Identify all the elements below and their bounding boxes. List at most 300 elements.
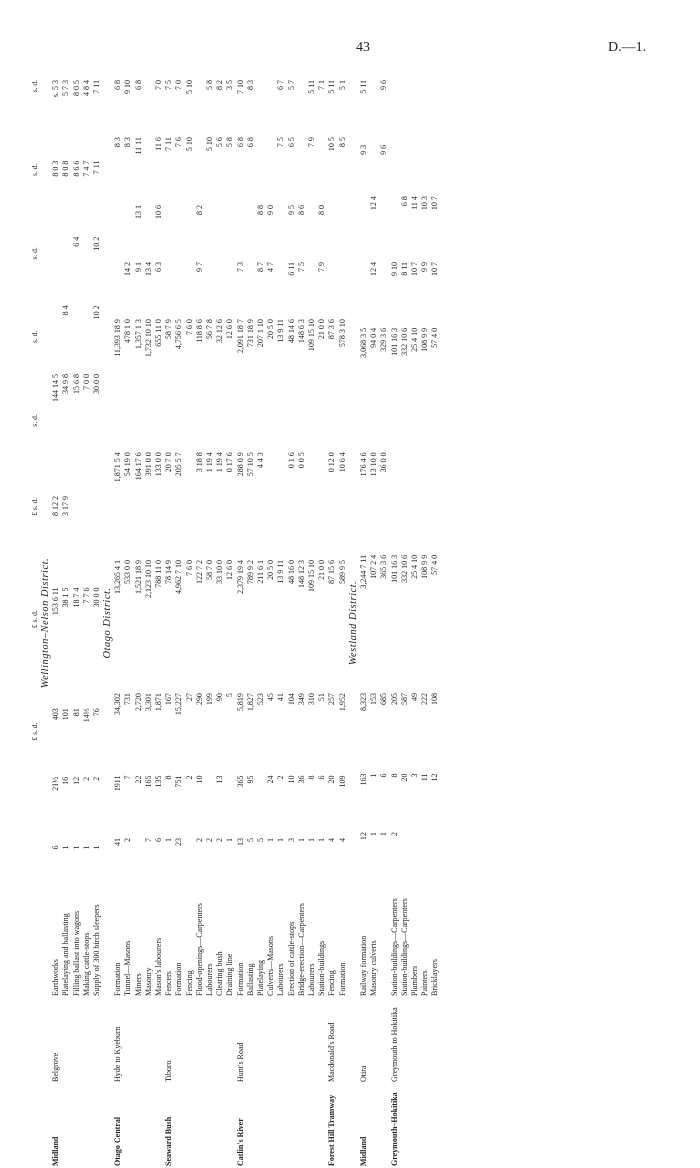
work-cell: Supply of 300 birch sleepers: [92, 904, 102, 996]
value-cell: 731: [123, 693, 133, 706]
value-cell: [297, 78, 307, 135]
value-cell: 4 4 3: [256, 452, 266, 469]
section-cell: [410, 998, 420, 1084]
value-cell: 14 2: [123, 262, 133, 277]
value-cell: [164, 260, 174, 317]
value-cell: 81: [71, 708, 81, 717]
table-row: [379, 78, 389, 1168]
value-cell: 3: [286, 837, 296, 842]
value-cell: [400, 450, 410, 553]
value-cell: 20 7 0: [164, 452, 174, 473]
value-cell: 108: [430, 692, 440, 705]
value-cell: 107 2 4: [369, 554, 379, 579]
value-cell: 10 3: [420, 196, 430, 211]
table-row: [195, 78, 205, 1168]
line-cell: [307, 1084, 317, 1168]
value-cell: 8 12 2: [51, 495, 61, 516]
section-cell: [338, 998, 348, 1084]
table-row: [246, 78, 256, 1168]
value-cell: 48 16 0: [286, 559, 296, 584]
value-cell: [174, 203, 184, 260]
value-cell: 13 1: [133, 205, 143, 219]
value-cell: [61, 235, 71, 304]
value-cell: [317, 450, 327, 558]
work-cell: Station-buildings: [317, 940, 327, 996]
section-cell: [287, 998, 297, 1084]
value-cell: 27: [184, 693, 194, 702]
value-cell: 8 2: [215, 80, 225, 90]
section-cell: [92, 998, 102, 1084]
work-cell: Labourers: [205, 963, 215, 996]
value-cell: [379, 194, 389, 260]
value-cell: 33 10 0: [215, 559, 225, 584]
value-cell: [307, 203, 317, 260]
value-cell: 365 3 6: [379, 554, 389, 579]
value-cell: 7 6: [174, 137, 184, 148]
line-cell: [297, 1084, 307, 1168]
work-cell: Painters: [420, 970, 430, 996]
line-cell: Forest Hill Tramway: [327, 1094, 337, 1166]
value-cell: 25 4 10: [409, 554, 419, 579]
value-cell: 7 6 0: [184, 559, 194, 576]
value-cell: 7 3: [235, 262, 245, 273]
value-cell: [400, 143, 410, 194]
line-cell: [195, 1084, 205, 1168]
value-cell: 1,952: [337, 693, 347, 712]
table-row: [287, 78, 297, 1168]
value-cell: 7 9: [307, 137, 317, 148]
value-cell: 5 10: [184, 80, 194, 94]
value-cell: 6 5: [286, 137, 296, 148]
value-cell: 20 5 0: [266, 559, 276, 580]
work-cell: Draining line: [225, 953, 235, 996]
value-cell: [430, 830, 440, 874]
table-row: [205, 78, 215, 1168]
value-cell: 1,827: [245, 693, 255, 712]
value-cell: 2: [215, 837, 225, 842]
value-cell: 207 1 10: [256, 319, 266, 348]
work-cell: Station-buildings—Carpenters: [389, 898, 399, 996]
value-cell: 87 15 6: [327, 559, 337, 584]
work-cell: Fencers: [164, 971, 174, 996]
value-cell: 7 0: [174, 80, 184, 90]
value-cell: 153 6 11: [51, 587, 61, 616]
value-cell: [256, 78, 266, 135]
value-cell: 5: [245, 837, 255, 842]
value-cell: 7 11: [92, 80, 102, 94]
value-cell: 6 8: [245, 137, 255, 148]
line-cell: [215, 1084, 225, 1168]
units-header-cell: [30, 1084, 40, 1168]
section-cell: [266, 998, 276, 1084]
value-cell: [215, 203, 225, 260]
work-cell: Formation: [337, 962, 347, 996]
work-cell: Fencing: [184, 970, 194, 996]
value-cell: 36 0 0: [379, 452, 389, 473]
value-cell: [276, 203, 286, 260]
section-cell: [420, 998, 430, 1084]
value-cell: 9 5: [286, 205, 296, 215]
value-cell: 15,227: [174, 693, 184, 716]
value-cell: 8 6: [296, 205, 306, 215]
value-cell: [390, 194, 400, 260]
value-cell: 751: [174, 775, 184, 788]
value-cell: 5 7: [286, 80, 296, 90]
value-cell: 685: [379, 692, 389, 705]
section-cell: Hunt's Road: [235, 1042, 245, 1082]
value-cell: 2,720: [133, 693, 143, 712]
table-row: [359, 78, 369, 1168]
value-cell: 8 7: [256, 262, 266, 273]
work-cell: Tunnel—Masons: [123, 940, 133, 996]
section-cell: [144, 998, 154, 1084]
value-cell: 12 6 0: [225, 559, 235, 580]
line-cell: [410, 1084, 420, 1168]
line-cell: [205, 1084, 215, 1168]
value-cell: 13 10 0: [369, 452, 379, 477]
section-cell: [297, 998, 307, 1084]
line-cell: [287, 1084, 297, 1168]
value-cell: 4 8 4: [81, 80, 91, 96]
value-cell: 8 11: [399, 262, 409, 276]
value-cell: 8 0: [317, 205, 327, 215]
value-cell: 34,302: [113, 693, 123, 716]
value-cell: 2: [184, 775, 194, 780]
value-cell: 3 5: [225, 80, 235, 90]
section-cell: [174, 998, 184, 1084]
value-cell: [410, 143, 420, 194]
value-cell: 122 7 2: [194, 559, 204, 584]
value-cell: 8 0 5: [71, 80, 81, 96]
value-cell: s. 5 3: [51, 80, 61, 98]
section-cell: [400, 998, 410, 1084]
value-cell: 788 11 0: [154, 559, 164, 588]
value-cell: 144 14 5: [51, 374, 61, 403]
value-cell: [410, 78, 420, 143]
work-cell: Masonry: [143, 967, 153, 996]
value-cell: 10 2: [92, 305, 102, 320]
value-cell: 21½: [51, 776, 61, 791]
value-cell: 1: [379, 832, 389, 837]
value-cell: 58 7 9: [164, 319, 174, 340]
work-cell: Mason's labourers: [154, 937, 164, 996]
table-row: [164, 78, 174, 1168]
value-cell: [185, 203, 195, 260]
value-cell: 6 4: [71, 236, 81, 247]
work-cell: Flood-openings—Carpenters: [194, 903, 204, 996]
value-cell: 10 5: [327, 137, 337, 152]
value-cell: 310: [307, 693, 317, 706]
value-cell: 222: [420, 692, 430, 705]
work-cell: Earthworks: [51, 959, 61, 996]
value-cell: [113, 203, 123, 260]
value-cell: 9 10: [123, 80, 133, 94]
value-cell: 101 16 3: [389, 554, 399, 583]
value-cell: 332 10 6: [399, 554, 409, 583]
value-cell: 6 7: [276, 80, 286, 90]
table-row: [72, 78, 82, 1168]
line-cell: [317, 1084, 327, 1168]
value-cell: 1: [296, 837, 306, 842]
value-cell: 78 14 9: [164, 559, 174, 584]
value-cell: 1,521 18 9: [133, 559, 143, 594]
value-cell: [390, 143, 400, 194]
work-cell: Platelaying: [256, 960, 266, 996]
value-cell: 2: [92, 776, 102, 781]
value-cell: 176 4 6: [358, 452, 368, 477]
value-cell: 10 6: [154, 205, 164, 219]
value-cell: 148 6 3: [296, 319, 306, 344]
value-cell: 5 10: [205, 137, 215, 152]
value-cell: 20: [399, 773, 409, 782]
value-cell: 1: [92, 845, 102, 850]
value-cell: 0 0 5: [296, 452, 306, 469]
value-cell: 1: [164, 837, 174, 842]
district-table: [113, 78, 348, 1168]
value-cell: 6 8: [399, 196, 409, 207]
value-cell: 11 4: [409, 196, 419, 210]
value-cell: 8,323: [358, 692, 368, 711]
value-cell: 13: [215, 775, 225, 784]
value-cell: [185, 450, 195, 558]
value-cell: 108 9 9: [420, 554, 430, 579]
value-cell: 148 12 3: [296, 559, 306, 588]
table-row: [256, 78, 266, 1168]
line-cell: [144, 1084, 154, 1168]
value-cell: 10 6 4: [337, 452, 347, 473]
value-cell: 8 5: [337, 137, 347, 148]
value-cell: 2: [81, 776, 91, 781]
units-header-cell: s. d.: [30, 414, 39, 427]
district-heading: Otago District.: [102, 587, 114, 659]
value-cell: 11 6: [154, 137, 164, 151]
line-cell: [400, 1084, 410, 1168]
value-cell: 8 4: [61, 305, 71, 316]
units-header-cell: s. d.: [30, 80, 39, 93]
value-cell: 57 4 0: [430, 554, 440, 575]
value-cell: 10 7: [430, 262, 440, 277]
section-cell: Otira: [358, 1065, 368, 1082]
table-row: [410, 78, 420, 1168]
value-cell: [225, 260, 235, 317]
value-cell: 57 4 0: [430, 327, 440, 348]
table-row: [400, 78, 410, 1168]
section-cell: [369, 998, 379, 1084]
value-cell: 41: [113, 837, 123, 846]
value-cell: 5 6: [215, 137, 225, 148]
value-cell: 7 4 7: [81, 160, 91, 177]
value-cell: 4: [337, 837, 347, 842]
value-cell: 2,091 18 7: [235, 319, 245, 354]
units-header: [30, 78, 40, 1168]
section-cell: [256, 998, 266, 1084]
value-cell: 101 16 3: [389, 327, 399, 356]
line-cell: [174, 1084, 184, 1168]
value-cell: 104: [286, 693, 296, 706]
section-cell: [154, 998, 164, 1084]
value-cell: [276, 450, 286, 558]
value-cell: 731 18 9: [245, 319, 255, 348]
district-heading: Wellington–Nelson District.: [40, 557, 52, 689]
work-cell: Fencing: [327, 970, 337, 996]
value-cell: 12: [430, 773, 440, 782]
value-cell: 199: [205, 693, 215, 706]
rotated-wages-table: [30, 78, 670, 1168]
line-cell: Catlin's River: [235, 1118, 245, 1166]
value-cell: 1,732 10 10: [143, 319, 153, 358]
table-row: [390, 78, 400, 1168]
value-cell: 403: [51, 708, 61, 721]
value-cell: [92, 494, 102, 585]
value-cell: [410, 830, 420, 874]
table-row: [266, 78, 276, 1168]
value-cell: 9 10: [389, 262, 399, 277]
value-cell: 1: [317, 837, 327, 842]
value-cell: 205 5 7: [174, 452, 184, 477]
value-cell: 135: [154, 775, 164, 788]
value-cell: 12: [71, 776, 81, 785]
value-cell: [174, 260, 184, 317]
value-cell: 12 6 0: [225, 319, 235, 340]
units-header-cell: s. d.: [30, 247, 39, 260]
line-cell: [154, 1084, 164, 1168]
table-row: [215, 78, 225, 1168]
value-cell: [246, 260, 256, 317]
value-cell: [144, 78, 154, 135]
value-cell: 533 0 0: [123, 559, 133, 584]
line-cell: Greymouth–Hokitika: [389, 1092, 399, 1166]
value-cell: 5 11: [327, 80, 337, 94]
line-cell: [82, 1084, 92, 1168]
value-cell: [51, 235, 61, 304]
units-header-cell: £ s. d.: [30, 610, 39, 629]
district-table: [51, 78, 102, 1168]
value-cell: 2,379 19 4: [235, 559, 245, 594]
value-cell: [215, 260, 225, 317]
table-row: [134, 78, 144, 1168]
table-row: [92, 78, 102, 1168]
value-cell: 6: [379, 773, 389, 778]
value-cell: 163: [358, 773, 368, 786]
work-cell: Formation: [174, 962, 184, 996]
value-cell: 6: [317, 775, 327, 780]
value-cell: 109 15 10: [307, 319, 317, 352]
table-row: [123, 78, 133, 1168]
value-cell: 0 12 0: [327, 452, 337, 473]
value-cell: 45: [266, 693, 276, 702]
value-cell: [51, 303, 61, 372]
value-cell: [297, 135, 307, 203]
value-cell: 1911: [113, 775, 123, 792]
value-cell: 5: [225, 693, 235, 698]
value-cell: 391 0 0: [143, 452, 153, 477]
value-cell: 655 11 0: [154, 319, 164, 347]
value-cell: 32 12 6: [215, 319, 225, 344]
section-cell: [72, 998, 82, 1084]
value-cell: 1,871: [154, 693, 164, 712]
value-cell: 12 4: [369, 262, 379, 277]
table-content: [30, 78, 441, 1168]
value-cell: [185, 836, 195, 874]
value-cell: 1: [369, 832, 379, 837]
value-cell: 7 1: [317, 80, 327, 90]
section-cell: [246, 998, 256, 1084]
value-cell: [205, 774, 215, 836]
value-cell: 133 0 0: [154, 452, 164, 477]
value-cell: 8: [307, 775, 317, 780]
value-cell: 205: [389, 692, 399, 705]
line-cell: [369, 1084, 379, 1168]
value-cell: 30 0 0: [92, 374, 102, 395]
value-cell: 14⅓: [81, 708, 91, 723]
work-cell: Masonry culverts: [369, 940, 379, 996]
value-cell: 9 0: [266, 205, 276, 215]
value-cell: 6 11: [286, 262, 296, 276]
table-row: [420, 78, 430, 1168]
work-cell: Platelaying and ballasting: [61, 913, 71, 996]
value-cell: 6 8: [235, 137, 245, 148]
value-cell: 8 3: [113, 137, 123, 148]
table-row: [225, 78, 235, 1168]
work-cell: Making cattle-stops: [81, 932, 91, 996]
value-cell: 365: [235, 775, 245, 788]
value-cell: 9 9: [420, 262, 430, 273]
value-cell: 24: [266, 775, 276, 784]
value-cell: 7 11: [92, 160, 102, 175]
value-cell: 21 0 0: [317, 559, 327, 580]
value-cell: 3 18 8: [194, 452, 204, 473]
value-cell: 58 7 0: [205, 559, 215, 580]
value-cell: 109 15 10: [307, 559, 317, 592]
value-cell: [256, 135, 266, 203]
section-cell: [307, 998, 317, 1084]
value-cell: [266, 450, 276, 558]
value-cell: 13 9 11: [276, 319, 286, 343]
value-cell: 6 3: [154, 262, 164, 273]
value-cell: 1: [225, 837, 235, 842]
line-cell: [256, 1084, 266, 1168]
value-cell: 6 8: [113, 80, 123, 90]
value-cell: [390, 78, 400, 143]
value-cell: 95: [245, 775, 255, 784]
value-cell: [338, 260, 348, 317]
value-cell: [338, 203, 348, 260]
value-cell: [420, 830, 430, 874]
section-cell: [379, 998, 389, 1084]
value-cell: 12 4: [369, 196, 379, 211]
units-header-cell: [30, 998, 40, 1084]
value-cell: 2: [205, 837, 215, 842]
table-row: [327, 78, 337, 1168]
value-cell: [144, 203, 154, 260]
value-cell: 7 6 0: [184, 319, 194, 336]
work-cell: Station-buildings—Carpenters: [399, 898, 409, 996]
value-cell: 7 10: [235, 80, 245, 94]
value-cell: 8: [164, 775, 174, 780]
table-row: [369, 78, 379, 1168]
section-cell: [205, 998, 215, 1084]
table-row: [297, 78, 307, 1168]
line-cell: [61, 1084, 71, 1168]
value-cell: 7 5: [164, 80, 174, 90]
value-cell: 4: [327, 837, 337, 842]
value-cell: 94 0 4: [369, 327, 379, 348]
value-cell: [379, 260, 389, 326]
value-cell: 20 5 0: [266, 319, 276, 340]
value-cell: 6: [154, 837, 164, 842]
section-cell: [225, 998, 235, 1084]
line-cell: Midland: [51, 1136, 61, 1166]
